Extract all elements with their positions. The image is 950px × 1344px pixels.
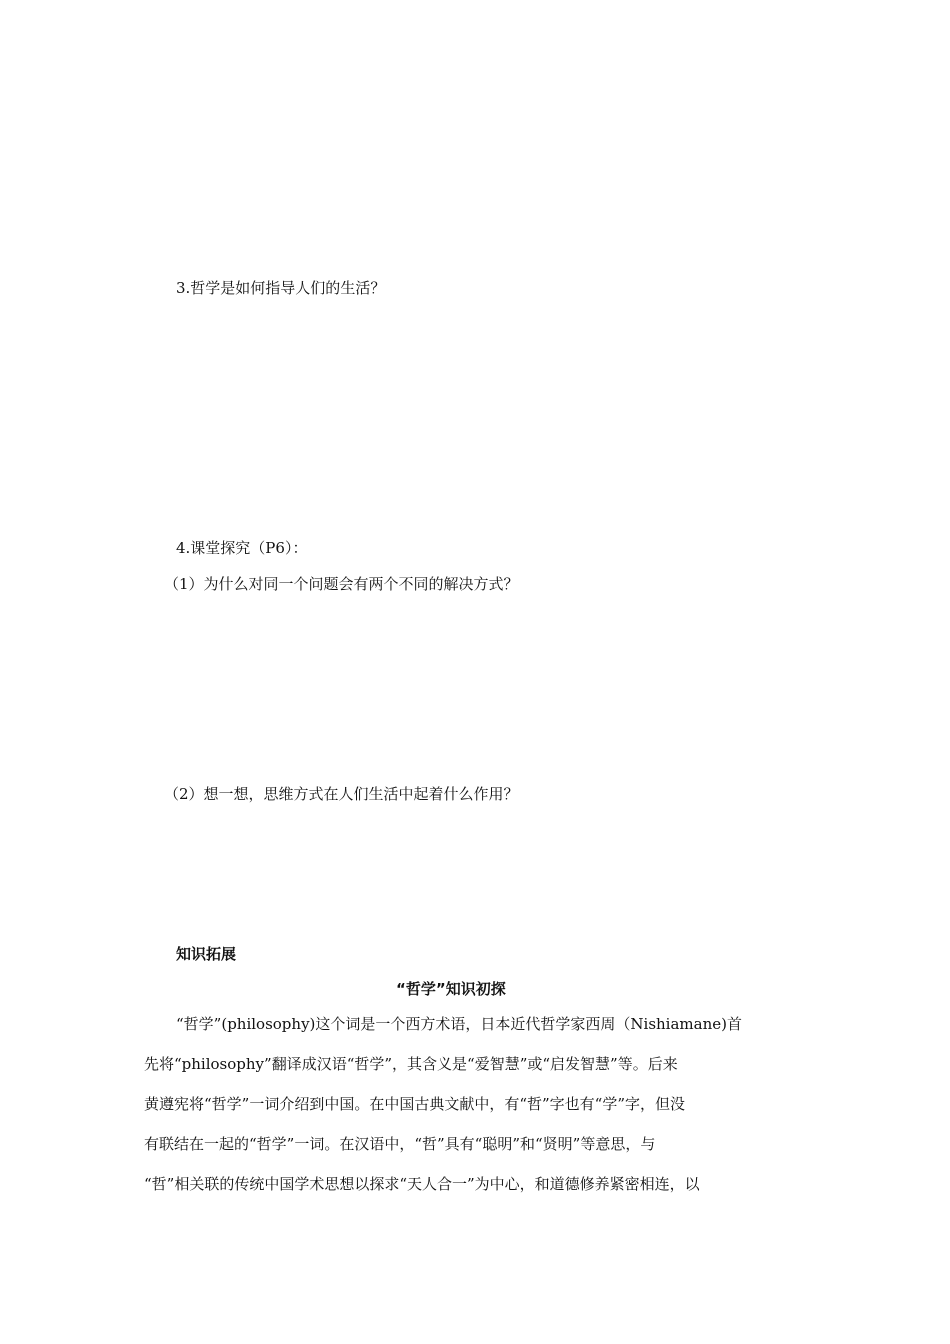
question-4-part-1: （1）为什么对同一个问题会有两个不同的解决方式？ [164,575,519,593]
paragraph-line: 黄遵宪将“哲学”一词介绍到中国。在中国古典文献中，有“哲”字也有“学”字，但没 [144,1095,686,1113]
article-title: “哲学”知识初探 [396,980,506,998]
question-4: 4.课堂探究（P6）： [176,539,308,557]
paragraph-line: 先将“philosophy”翻译成汉语“哲学”，其含义是“爱智慧”或“启发智慧”等。后来 [144,1055,678,1073]
section-heading: 知识拓展 [176,945,237,963]
article-paragraph [144,1014,806,1214]
question-3: 3.哲学是如何指导人们的生活？ [176,279,386,297]
paragraph-line: 有联结在一起的“哲学”一词。在汉语中，“哲”具有“聪明”和“贤明”等意思，与 [144,1135,656,1153]
paragraph-line: “哲学”(philosophy)这个词是一个西方术语，日本近代哲学家西周（Nishiamane)首 [176,1015,742,1033]
question-4-part-2: （2）想一想，思维方式在人们生活中起着什么作用？ [164,785,519,803]
paragraph-line: “哲”相关联的传统中国学术思想以探求“天人合一”为中心，和道德修养紧密相连，以 [144,1175,700,1193]
